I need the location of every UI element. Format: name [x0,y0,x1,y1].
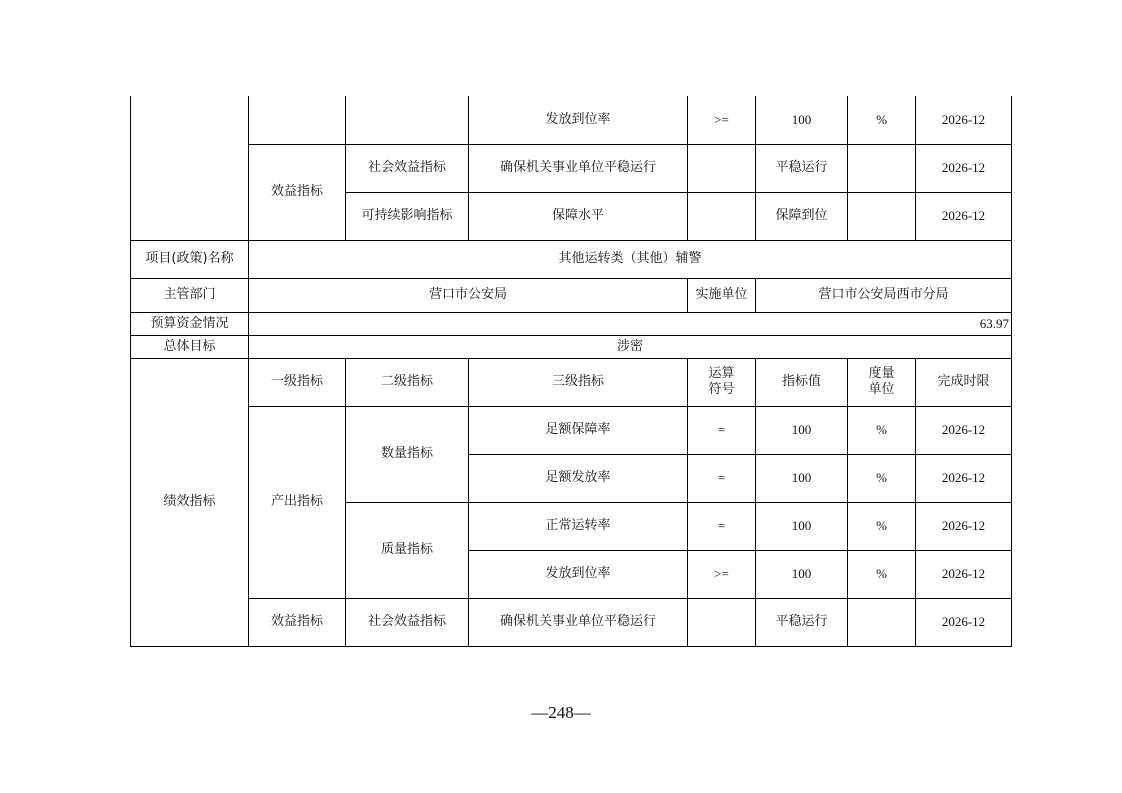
value-cell: 100 [756,406,848,454]
project-name-value: 其他运转类（其他）辅警 [249,240,1012,278]
header-unit-line1: 度量 [868,366,895,381]
performance-table [130,96,1012,647]
value-cell: 保障到位 [756,192,848,240]
department-value: 营口市公安局 [249,278,688,312]
level3-cell: 确保机关事业单位平稳运行 [469,598,688,646]
goal-row [131,335,1012,358]
unit-cell: % [848,502,916,550]
deadline-cell: 2026-12 [916,406,1012,454]
table-row [131,598,1012,646]
level2-cell: 可持续影响指标 [346,192,469,240]
table-row [131,96,1012,144]
unit-cell: % [848,406,916,454]
value-cell: 100 [756,96,848,144]
unit-cell [848,192,916,240]
value-cell: 100 [756,550,848,598]
header-deadline: 完成时限 [916,358,1012,406]
table-row [131,144,1012,192]
level3-cell: 足额保障率 [469,406,688,454]
deadline-cell: 2026-12 [916,598,1012,646]
budget-label: 预算资金情况 [131,312,249,335]
header-level2: 二级指标 [346,358,469,406]
deadline-cell: 2026-12 [916,144,1012,192]
quality-indicator-label: 质量指标 [346,502,469,598]
header-operator-line1: 运算 [708,366,735,381]
level3-cell: 保障水平 [469,192,688,240]
operator-cell: = [688,454,756,502]
level3-cell: 发放到位率 [469,96,688,144]
department-row [131,278,1012,312]
operator-cell: = [688,406,756,454]
value-cell: 平稳运行 [756,144,848,192]
unit-cell [848,144,916,192]
department-label: 主管部门 [131,278,249,312]
level2-cell: 社会效益指标 [346,598,469,646]
page-number: —248— [531,703,591,722]
implementer-label: 实施单位 [688,278,756,312]
unit-cell: % [848,454,916,502]
operator-cell [688,144,756,192]
deadline-cell: 2026-12 [916,192,1012,240]
output-indicator-label: 产出指标 [249,406,346,598]
blank-cell [346,96,469,144]
header-level1: 一级指标 [249,358,346,406]
level3-cell: 正常运转率 [469,502,688,550]
goal-label: 总体目标 [131,335,249,358]
header-value: 指标值 [756,358,848,406]
level3-cell: 足额发放率 [469,454,688,502]
blank-cell [131,96,249,240]
value-cell: 100 [756,502,848,550]
header-operator-line2: 符号 [708,382,735,397]
level2-cell: 社会效益指标 [346,144,469,192]
header-unit [848,358,916,406]
header-unit-line2: 单位 [868,382,895,397]
header-operator [688,358,756,406]
value-cell: 100 [756,454,848,502]
operator-cell [688,598,756,646]
blank-cell [249,96,346,144]
project-name-label: 项目(政策)名称 [131,240,249,278]
deadline-cell: 2026-12 [916,502,1012,550]
deadline-cell: 2026-12 [916,550,1012,598]
deadline-cell: 2026-12 [916,96,1012,144]
project-name-row [131,240,1012,278]
implementer-value: 营口市公安局西市分局 [756,278,1012,312]
budget-row [131,312,1012,335]
value-cell: 平稳运行 [756,598,848,646]
header-row [131,358,1012,406]
performance-label: 绩效指标 [131,358,249,646]
table-row [131,406,1012,454]
deadline-cell: 2026-12 [916,454,1012,502]
goal-value: 涉密 [249,335,1012,358]
header-level3: 三级指标 [469,358,688,406]
unit-cell: % [848,550,916,598]
operator-cell: = [688,502,756,550]
quantity-indicator-label: 数量指标 [346,406,469,502]
level3-cell: 确保机关事业单位平稳运行 [469,144,688,192]
benefit-indicator-label: 效益指标 [249,598,346,646]
unit-cell [848,598,916,646]
operator-cell: >= [688,96,756,144]
operator-cell: >= [688,550,756,598]
level1-cell: 效益指标 [249,144,346,240]
budget-value: 63.97 [249,312,1012,335]
operator-cell [688,192,756,240]
unit-cell: % [848,96,916,144]
level3-cell: 发放到位率 [469,550,688,598]
